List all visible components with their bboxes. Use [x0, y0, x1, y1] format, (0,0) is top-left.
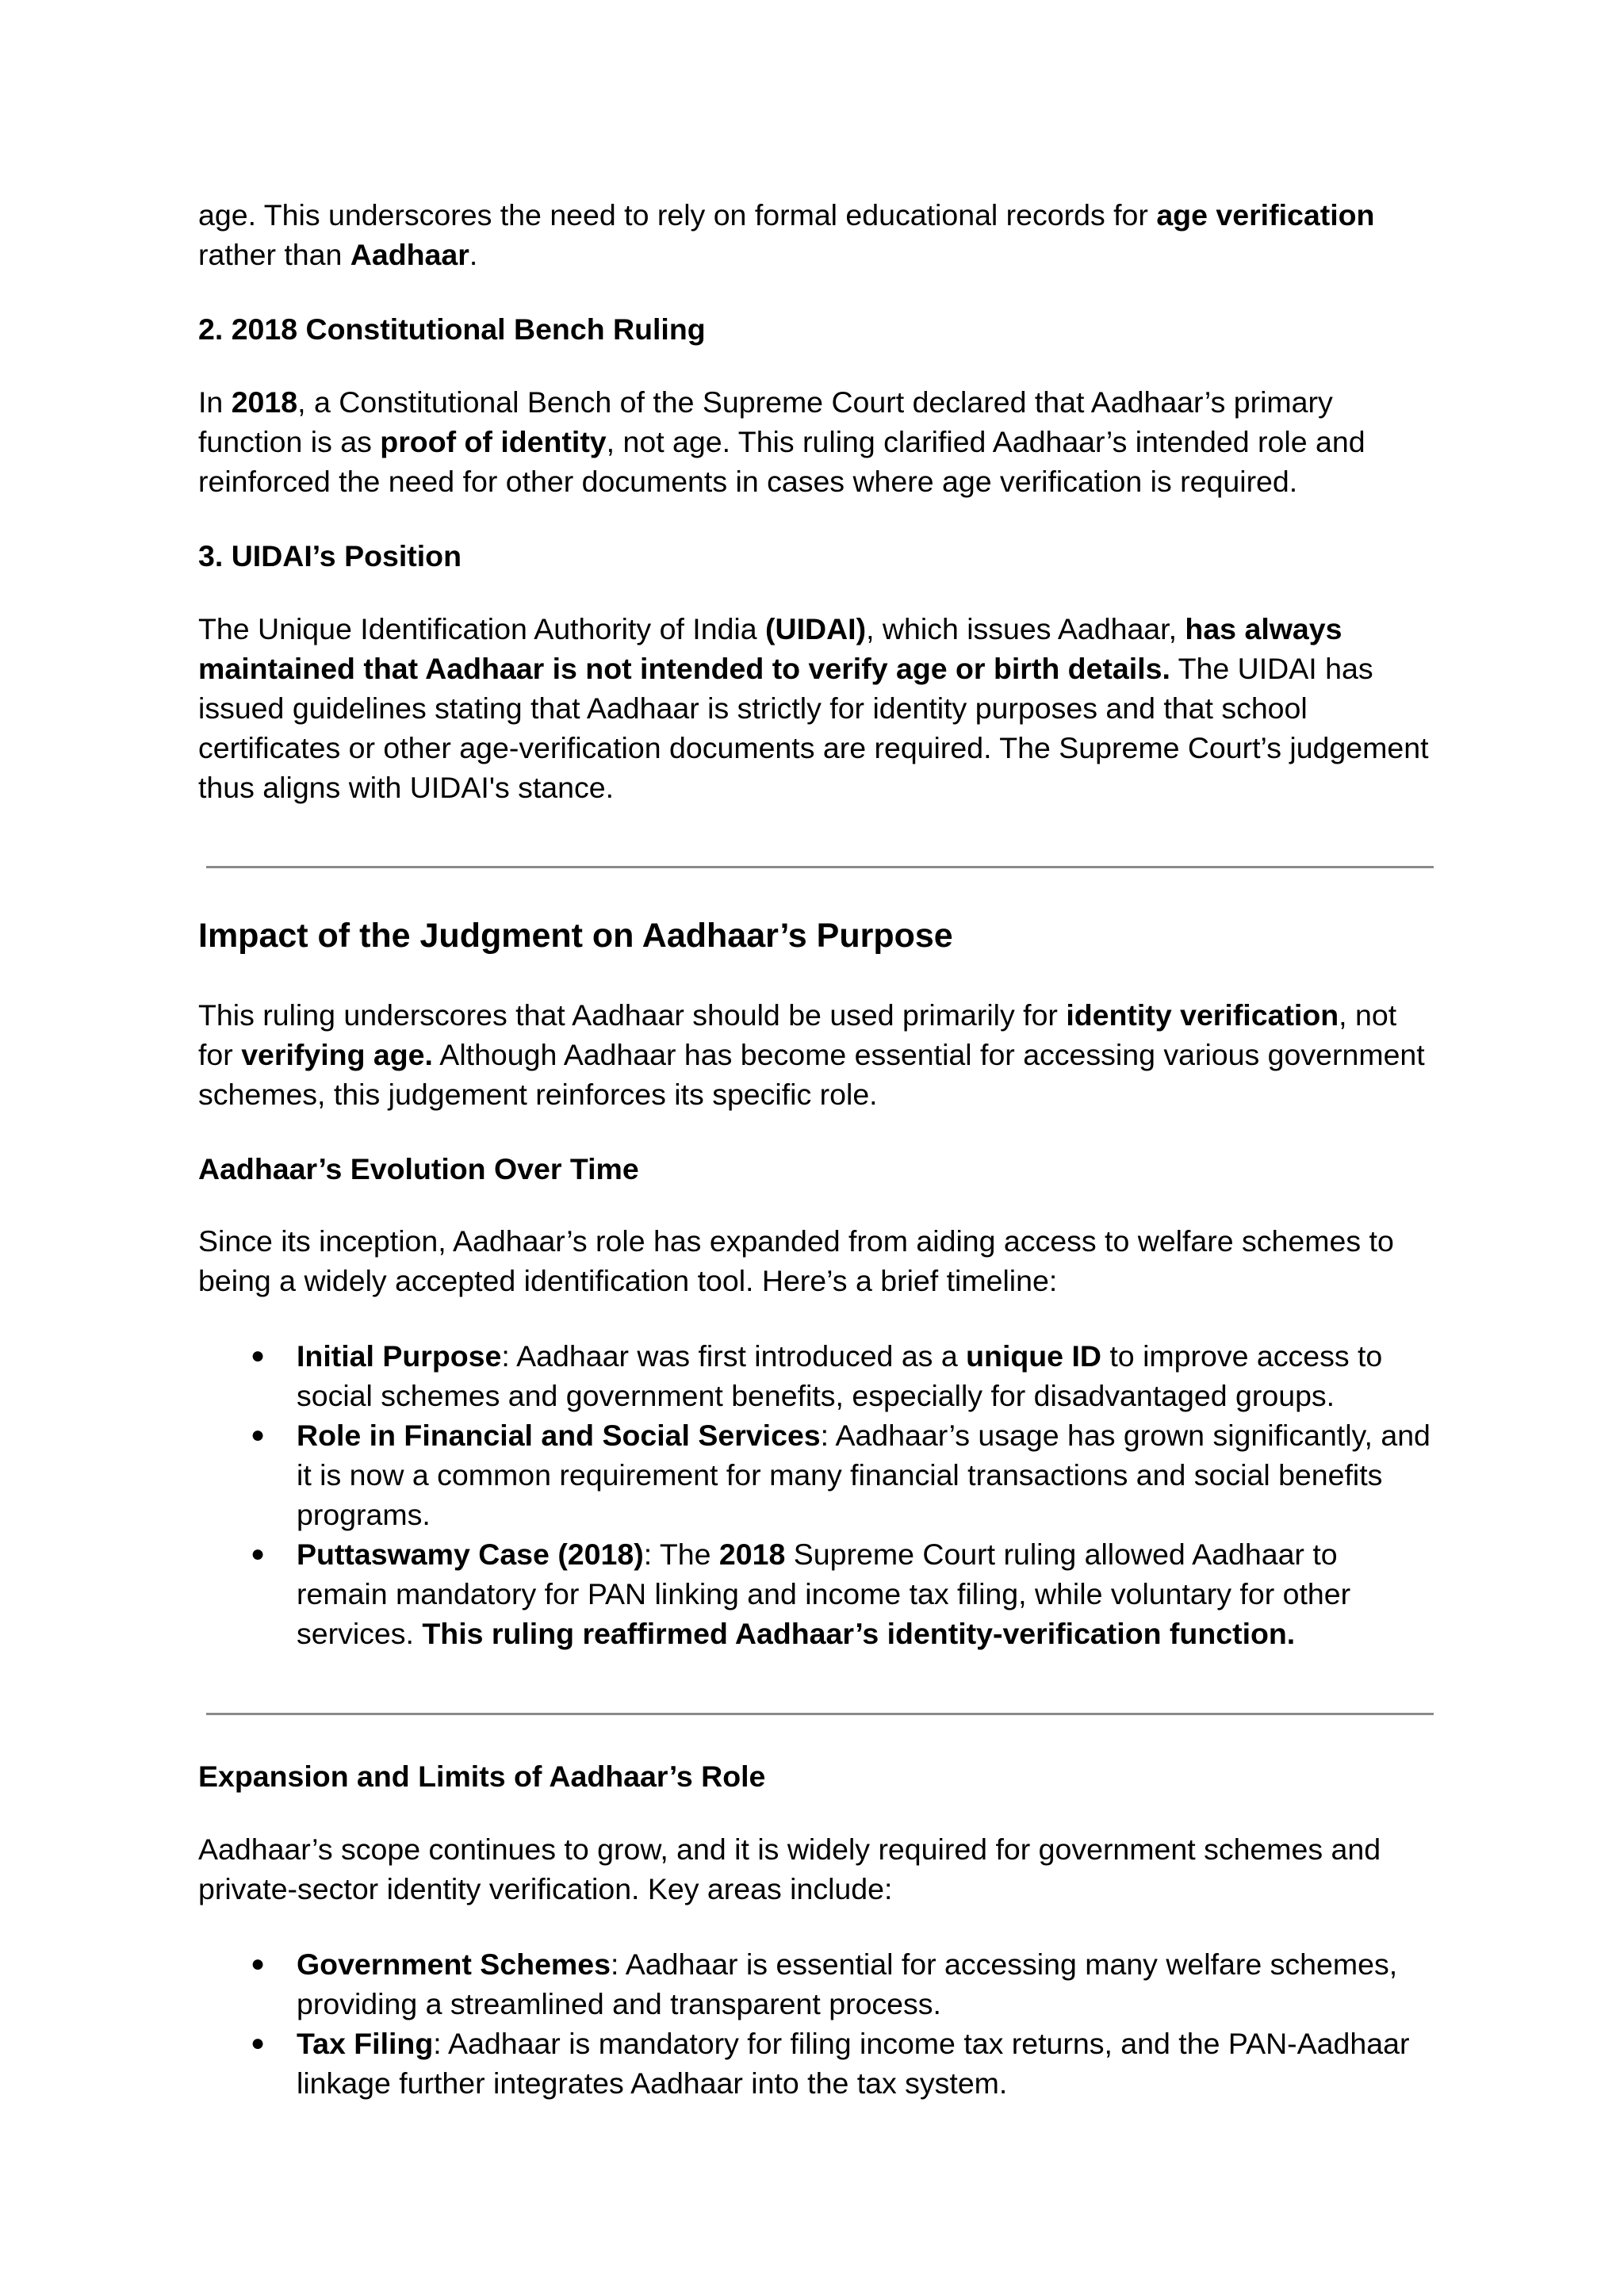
- impact-text-1: This ruling underscores that Aadhaar should be used primarily for: [198, 998, 1067, 1032]
- uidai-paragraph: [198, 609, 1435, 807]
- impact-text-3: Although Aadhaar has become essential for accessing various government schemes, this judgement reinforces its specific role.: [198, 1038, 1425, 1111]
- ruling-2018-paragraph: [198, 382, 1435, 501]
- ruling-text-3: , not age. This ruling clarified Aadhaar’s intended role and reinforced the need for other documents in cases where age verification is required.: [198, 425, 1365, 498]
- impact-heading: Impact of the Judgment on Aadhaar’s Purpose: [198, 917, 953, 955]
- expansion-list: [198, 1944, 1435, 2103]
- evolution-heading: Aadhaar’s Evolution Over Time: [198, 1152, 639, 1185]
- intro-bold-2: Aadhaar: [350, 238, 469, 271]
- bullet-icon: ●: [251, 1342, 266, 1369]
- evolution-list: [198, 1336, 1435, 1653]
- list-item: [198, 1944, 1435, 2024]
- intro-bold-1: age verification: [1156, 198, 1375, 232]
- intro-text-1: age. This underscores the need to rely on formal educational records for: [198, 198, 1157, 232]
- list-item: [198, 1336, 1435, 1415]
- section-divider: [206, 866, 1434, 868]
- uidai-text-2: , which issues Aadhaar,: [866, 612, 1185, 645]
- impact-bold-1: identity verification: [1066, 998, 1339, 1032]
- item-title: Government Schemes: [297, 1947, 611, 1981]
- bullet-icon: ●: [251, 1541, 266, 1567]
- item-bold-2: unique ID: [966, 1339, 1101, 1373]
- ruling-bold-1: 2018: [231, 385, 298, 419]
- bullet-icon: ●: [251, 1951, 266, 1977]
- uidai-text-3: The UIDAI has issued guidelines stating that Aadhaar is strictly for identity purposes and that school certificates or other age-verification documents are required. The Supreme Court’s judgement thus aligns with UIDAI's stance.: [198, 652, 1429, 804]
- item-title: Initial Purpose: [297, 1339, 502, 1373]
- item-text-1: : The: [643, 1538, 719, 1571]
- list-item: [198, 1415, 1435, 1534]
- list-item: [198, 2024, 1435, 2103]
- ruling-2018-heading: 2. 2018 Constitutional Bench Ruling: [198, 312, 706, 346]
- ruling-text-1: In: [198, 385, 232, 419]
- item-text-2: Supreme Court ruling allowed Aadhaar to remain mandatory for PAN linking and income tax filing, while voluntary for other services.: [297, 1538, 1351, 1650]
- section-divider: [206, 1713, 1434, 1715]
- uidai-bold-1: (UIDAI): [765, 612, 867, 645]
- item-text-2: to improve access to social schemes and government benefits, especially for disadvantaged groups.: [297, 1339, 1383, 1412]
- item-title: Tax Filing: [297, 2027, 434, 2060]
- expansion-heading: Expansion and Limits of Aadhaar’s Role: [198, 1760, 766, 1793]
- item-text-1: : Aadhaar’s usage has grown significantly, and it is now a common requirement for many financial transactions and social benefits programs.: [297, 1419, 1431, 1531]
- item-title: Role in Financial and Social Services: [297, 1419, 821, 1452]
- bullet-icon: ●: [251, 1422, 266, 1448]
- uidai-bold-2: has always maintained that Aadhaar is not intended to verify age or birth details.: [198, 612, 1342, 685]
- item-text-1: : Aadhaar was first introduced as a: [501, 1339, 967, 1373]
- evolution-intro: Since its inception, Aadhaar’s role has expanded from aiding access to welfare schemes to being a widely accepted identification tool. Here’s a brief timeline:: [198, 1224, 1394, 1297]
- intro-paragraph: [198, 195, 1435, 274]
- uidai-text-1: The Unique Identification Authority of India: [198, 612, 766, 645]
- item-title: Puttaswamy Case (2018): [297, 1538, 644, 1571]
- list-item: [198, 1534, 1435, 1653]
- intro-text-3: .: [469, 238, 478, 271]
- item-bold-2: 2018: [718, 1538, 786, 1571]
- item-text-1: : Aadhaar is mandatory for filing income tax returns, and the PAN-Aadhaar linkage further integrates Aadhaar into the tax system.: [297, 2027, 1410, 2100]
- impact-text-2: , not for: [198, 998, 1397, 1071]
- ruling-text-2: , a Constitutional Bench of the Supreme Court declared that Aadhaar’s primary function is as: [198, 385, 1333, 458]
- expansion-intro: Aadhaar’s scope continues to grow, and it is widely required for government schemes and private-sector identity verification. Key areas include:: [198, 1833, 1381, 1905]
- intro-text-2: rather than: [198, 238, 350, 271]
- item-bold-3: This ruling reaffirmed Aadhaar’s identity-verification function.: [422, 1617, 1296, 1650]
- impact-bold-2: verifying age.: [241, 1038, 433, 1071]
- bullet-icon: ●: [251, 2030, 266, 2056]
- impact-paragraph: [198, 995, 1435, 1114]
- item-text-1: : Aadhaar is essential for accessing many welfare schemes, providing a streamlined and transparent process.: [297, 1947, 1398, 2020]
- uidai-heading: 3. UIDAI’s Position: [198, 539, 462, 573]
- ruling-bold-2: proof of identity: [380, 425, 607, 458]
